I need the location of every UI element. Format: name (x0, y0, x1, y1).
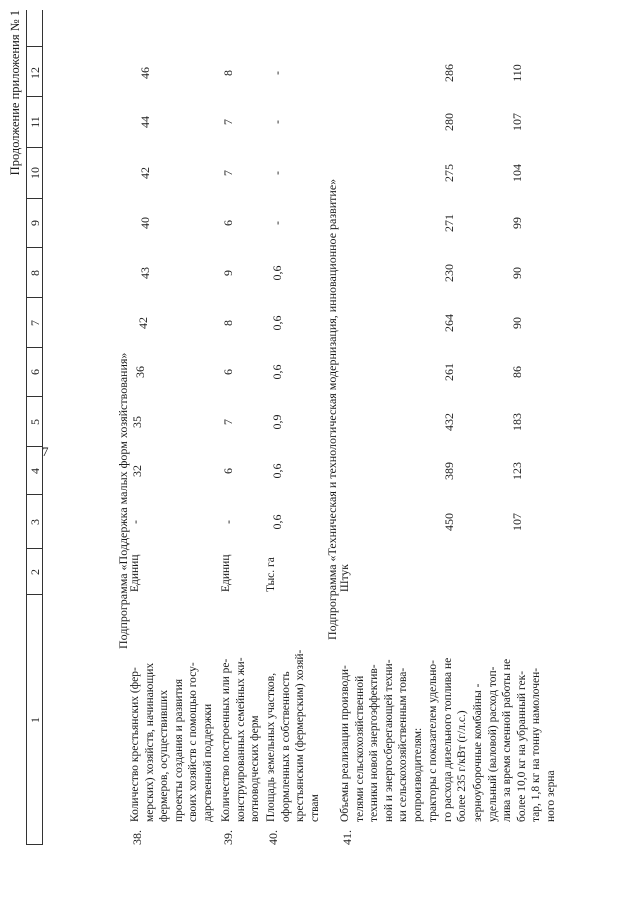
row-description: Количество крестьянских (фер- мерских) хозяйств, начинающих фермеров, осуществивших проекты создания и развития своих хозяйств с помощью госу- дарственной поддержки (129, 662, 214, 822)
col-sep (26, 446, 42, 447)
row-value: 7 (221, 170, 235, 176)
col-sep (26, 347, 42, 348)
continuation-label: Продолжение приложения № 1 (8, 10, 22, 176)
row-value: 40 (138, 217, 152, 229)
row-value: - (128, 520, 142, 524)
row-value: - (270, 120, 284, 124)
col-sep (26, 494, 42, 495)
row-value: 90 (510, 267, 524, 279)
row-number: 39. (221, 830, 235, 845)
col-sep (26, 396, 42, 397)
col-number: 12 (28, 67, 42, 79)
col-sep (26, 844, 42, 845)
col-number: 3 (28, 519, 42, 525)
row-value: 42 (138, 167, 152, 179)
subrow-description: зерноуборочные комбайны - удельный (валовой) расход топ- лива за время сменной работы не более 10,0 кг на убранный гек- тар, 1,8 кг на тонну намолочен- ного зерна (472, 658, 557, 822)
row-value: 275 (442, 164, 456, 182)
row-value: 36 (133, 366, 147, 378)
row-value: 0,6 (270, 315, 284, 331)
row-unit: Единиц (220, 554, 232, 592)
col-number: 1 (28, 717, 42, 723)
row-value: 0,6 (270, 364, 284, 380)
col-sep (26, 548, 42, 549)
row-description: Количество построенных или ре- конструированных семейных жи- вотноводческих ферм (220, 657, 262, 822)
row-value: - (221, 520, 235, 524)
row-value: 0,6 (270, 463, 284, 479)
row-number: 40. (266, 830, 280, 845)
col-sep (26, 46, 42, 47)
col-sep (26, 96, 42, 97)
row-value: 0,6 (270, 265, 284, 281)
row-value: 0,9 (270, 414, 284, 430)
col-number: 4 (28, 468, 42, 474)
row-description: Площадь земельных участков, оформленных в собственность крестьянским (фермерским) хозяй- ствам (265, 649, 321, 822)
col-number: 5 (28, 419, 42, 425)
row-value: - (270, 221, 284, 225)
subprogram-title: Подпрограмма «Поддержка малых форм хозяйствования» (116, 352, 130, 649)
col-number: 11 (28, 116, 42, 128)
row-value: 44 (138, 116, 152, 128)
row-value: 35 (130, 416, 144, 428)
row-description: Объемы реализации производи- телями сельскохозяйственной техники новой энергоэффектив- ной и энергосберегающей техни- ки сельскохозяйственным това- ропроизводителям: (339, 659, 424, 822)
row-unit: Тыс. га (265, 557, 277, 592)
row-value: 123 (510, 462, 524, 480)
row-value: 271 (442, 214, 456, 232)
col-number: 8 (28, 270, 42, 276)
col-sep (26, 198, 42, 199)
row-value: 42 (136, 317, 150, 329)
col-number: 10 (28, 167, 42, 179)
row-number: 38. (130, 830, 144, 845)
row-value: 107 (510, 113, 524, 131)
row-value: - (270, 71, 284, 75)
row-value: 86 (510, 366, 524, 378)
row-value: 32 (130, 465, 144, 477)
row-value: 107 (510, 513, 524, 531)
row-value: 8 (221, 320, 235, 326)
col-number: 2 (28, 569, 42, 575)
row-value: 8 (221, 70, 235, 76)
row-value: - (270, 171, 284, 175)
page-number: 7 (42, 444, 49, 459)
col-number: 9 (28, 220, 42, 226)
row-value: 43 (138, 267, 152, 279)
row-value: 450 (442, 513, 456, 531)
row-value: 6 (221, 468, 235, 474)
subrow-description: тракторы с показателем удельно- го расхода дизельного топлива не более 235 г/кВт (г/л.с.) (427, 657, 469, 822)
row-value: 46 (138, 67, 152, 79)
row-number: 41. (340, 830, 354, 845)
row-value: 9 (221, 270, 235, 276)
row-value: 6 (221, 220, 235, 226)
row-value: 110 (510, 64, 524, 82)
row-value: 99 (510, 217, 524, 229)
col-number: 7 (28, 320, 42, 326)
row-unit: Штук (339, 564, 351, 592)
row-value: 389 (442, 462, 456, 480)
subprogram-title: Подпрограмма «Техническая и технологическая модернизация, инновационное развитие» (325, 178, 339, 640)
header-top-rule (26, 10, 27, 845)
col-number: 6 (28, 369, 42, 375)
col-sep (26, 247, 42, 248)
col-sep (26, 594, 42, 595)
row-value: 280 (442, 113, 456, 131)
row-value: 6 (221, 369, 235, 375)
row-value: 261 (442, 363, 456, 381)
row-value: 7 (221, 419, 235, 425)
row-value: 90 (510, 317, 524, 329)
row-value: 286 (442, 64, 456, 82)
row-value: 104 (510, 164, 524, 182)
col-sep (26, 297, 42, 298)
row-value: 432 (442, 413, 456, 431)
row-value: 230 (442, 264, 456, 282)
row-value: 0,6 (270, 514, 284, 530)
col-sep (26, 147, 42, 148)
row-value: 183 (510, 413, 524, 431)
row-unit: Единиц (129, 554, 141, 592)
row-value: 7 (221, 119, 235, 125)
row-value: 264 (442, 314, 456, 332)
